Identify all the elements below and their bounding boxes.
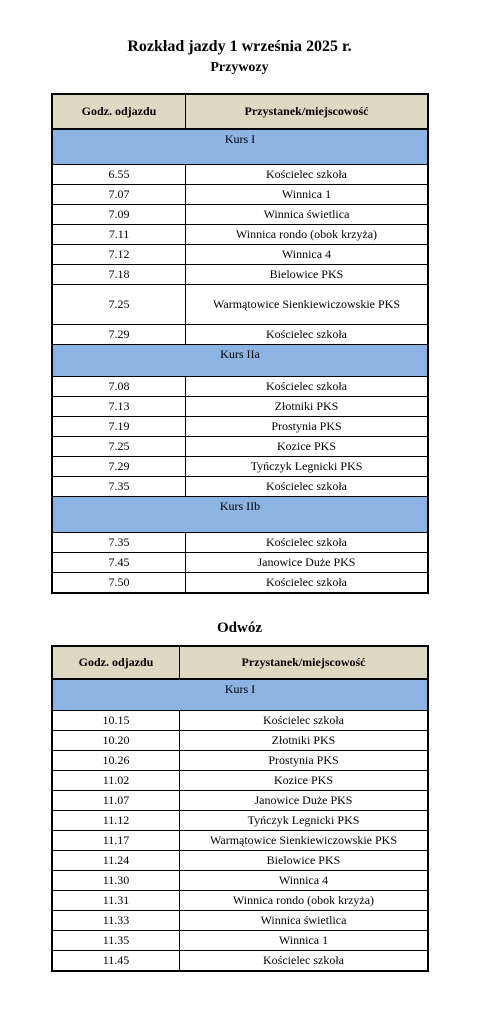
- stop-name: Janowice Duże PKS: [180, 791, 428, 811]
- stop-name: Winnica rondo (obok krzyża): [180, 891, 428, 911]
- table-row: [53, 911, 428, 931]
- stop-name: Tyńczyk Legnicki PKS: [180, 811, 428, 831]
- table-row: [53, 711, 428, 731]
- kurs-row: [53, 345, 428, 377]
- departure-time: 7.29: [53, 457, 186, 477]
- departure-time: 7.19: [53, 417, 186, 437]
- kurs-label: Kurs I: [53, 679, 428, 711]
- departure-time: 7.09: [53, 205, 186, 225]
- departure-time: 7.35: [53, 477, 186, 497]
- stop-name: Kościelec szkoła: [186, 477, 428, 497]
- kurs-row: [53, 129, 428, 165]
- departure-time: 7.25: [53, 285, 186, 325]
- table-row: [53, 285, 428, 325]
- table-row: [53, 951, 428, 971]
- column-header-time: Godz. odjazdu: [53, 95, 186, 129]
- departure-time: 11.02: [53, 771, 180, 791]
- stop-name: Złotniki PKS: [186, 397, 428, 417]
- table-row: [53, 851, 428, 871]
- kurs-label: Kurs IIb: [53, 497, 428, 533]
- departure-time: 11.12: [53, 811, 180, 831]
- departure-time: 7.11: [53, 225, 186, 245]
- departure-time: 11.30: [53, 871, 180, 891]
- departure-time: 11.24: [53, 851, 180, 871]
- table-row: [53, 377, 428, 397]
- kurs-row: [53, 679, 428, 711]
- table-row: [53, 185, 428, 205]
- column-header-stop: Przystanek/miejscowość: [186, 95, 428, 129]
- stop-name: Winnica świetlica: [180, 911, 428, 931]
- table-row: [53, 165, 428, 185]
- table-row: [53, 457, 428, 477]
- table-row: [53, 573, 428, 593]
- departure-time: 7.08: [53, 377, 186, 397]
- przywozy-table: [52, 94, 428, 593]
- kurs-label: Kurs IIa: [53, 345, 428, 377]
- departure-time: 7.35: [53, 533, 186, 553]
- table-row: [53, 931, 428, 951]
- table-row: [53, 397, 428, 417]
- departure-time: 6.55: [53, 165, 186, 185]
- kurs-label: Kurs I: [53, 129, 428, 165]
- departure-time: 7.12: [53, 245, 186, 265]
- departure-time: 11.33: [53, 911, 180, 931]
- stop-name: Prostynia PKS: [186, 417, 428, 437]
- stop-name: Złotniki PKS: [180, 731, 428, 751]
- odwoz-table: [52, 646, 428, 971]
- table-row: [53, 831, 428, 851]
- table-row: [53, 553, 428, 573]
- table-row: [53, 325, 428, 345]
- kurs-row: [53, 497, 428, 533]
- stop-name: Janowice Duże PKS: [186, 553, 428, 573]
- table-row: [53, 265, 428, 285]
- stop-name: Prostynia PKS: [180, 751, 428, 771]
- table-row: [53, 225, 428, 245]
- departure-time: 7.50: [53, 573, 186, 593]
- stop-name: Kościelec szkoła: [186, 377, 428, 397]
- table-row: [53, 417, 428, 437]
- stop-name: Winnica 1: [180, 931, 428, 951]
- departure-time: 7.29: [53, 325, 186, 345]
- stop-name: Winnica 4: [180, 871, 428, 891]
- table-row: [53, 871, 428, 891]
- odwoz-heading: Odwóz: [217, 620, 262, 636]
- table-row: [53, 245, 428, 265]
- stop-name: Kościelec szkoła: [186, 325, 428, 345]
- stop-name: Kościelec szkoła: [180, 951, 428, 971]
- table-row: [53, 791, 428, 811]
- departure-time: 10.26: [53, 751, 180, 771]
- stop-name: Bielowice PKS: [180, 851, 428, 871]
- column-header-stop: Przystanek/miejscowość: [180, 647, 428, 679]
- departure-time: 11.17: [53, 831, 180, 851]
- table-row: [53, 771, 428, 791]
- table-header-row: [53, 647, 428, 679]
- stop-name: Winnica 4: [186, 245, 428, 265]
- stop-name: Winnica świetlica: [186, 205, 428, 225]
- departure-time: 10.20: [53, 731, 180, 751]
- przywozy-heading: Przywozy: [210, 60, 269, 75]
- stop-name: Tyńczyk Legnicki PKS: [186, 457, 428, 477]
- stop-name: Warmątowice Sienkiewiczowskie PKS: [180, 831, 428, 851]
- table-row: [53, 731, 428, 751]
- page-title: Rozkład jazdy 1 września 2025 r.: [127, 38, 352, 55]
- stop-name: Winnica 1: [186, 185, 428, 205]
- table-row: [53, 533, 428, 553]
- departure-time: 7.18: [53, 265, 186, 285]
- departure-time: 10.15: [53, 711, 180, 731]
- table-row: [53, 751, 428, 771]
- stop-name: Kozice PKS: [186, 437, 428, 457]
- table-row: [53, 891, 428, 911]
- stop-name: Winnica rondo (obok krzyża): [186, 225, 428, 245]
- departure-time: 7.25: [53, 437, 186, 457]
- departure-time: 11.07: [53, 791, 180, 811]
- departure-time: 11.31: [53, 891, 180, 911]
- stop-name: Kościelec szkoła: [180, 711, 428, 731]
- table-row: [53, 477, 428, 497]
- departure-time: 11.45: [53, 951, 180, 971]
- departure-time: 11.35: [53, 931, 180, 951]
- stop-name: Kościelec szkoła: [186, 573, 428, 593]
- stop-name: Warmątowice Sienkiewiczowskie PKS: [186, 285, 428, 325]
- stop-name: Kozice PKS: [180, 771, 428, 791]
- departure-time: 7.13: [53, 397, 186, 417]
- table-row: [53, 811, 428, 831]
- stop-name: Kościelec szkoła: [186, 533, 428, 553]
- table-row: [53, 437, 428, 457]
- departure-time: 7.45: [53, 553, 186, 573]
- table-header-row: [53, 95, 428, 129]
- stop-name: Kościelec szkoła: [186, 165, 428, 185]
- stop-name: Bielowice PKS: [186, 265, 428, 285]
- column-header-time: Godz. odjazdu: [53, 647, 180, 679]
- departure-time: 7.07: [53, 185, 186, 205]
- table-row: [53, 205, 428, 225]
